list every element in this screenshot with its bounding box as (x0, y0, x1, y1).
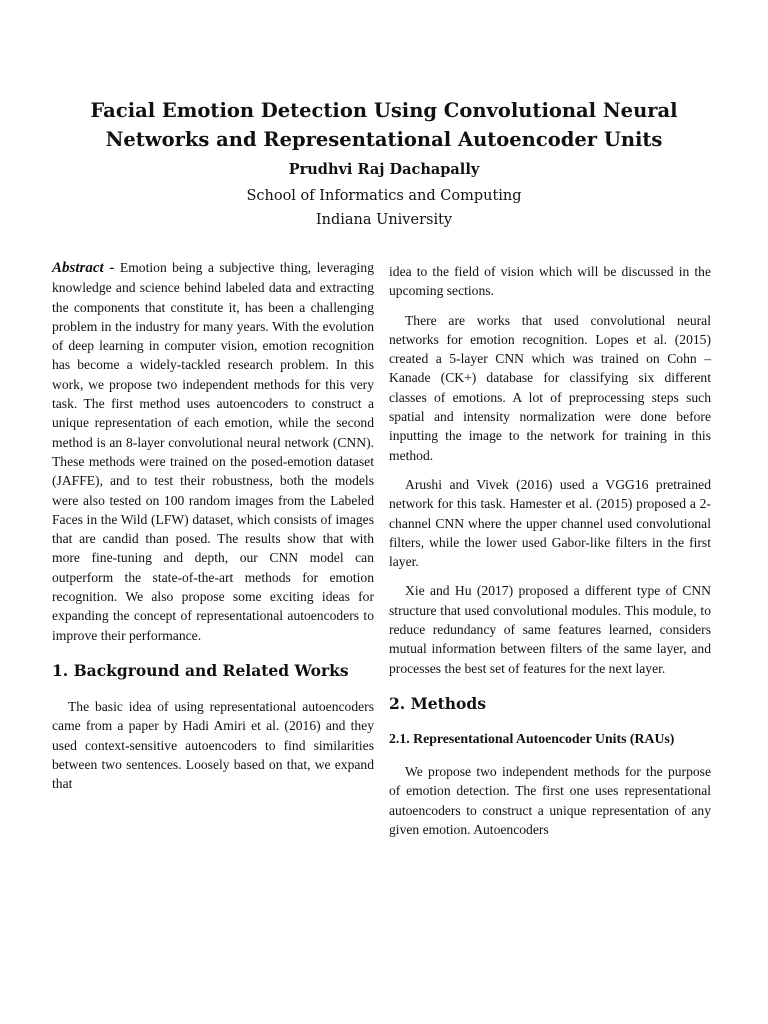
related-work-vgg-paragraph: Arushi and Vivek (2016) used a VGG16 pretrained network for this task. Hamester et al. (2015) proposed a 2-channel CNN where the upper channel used convolutional filters, while the lower used Gabor-like filters in the first layer. (389, 476, 711, 570)
title-line-1: Facial Emotion Detection Using Convolutional Neural (90, 99, 678, 122)
continued-paragraph: idea to the field of vision which will be discussed in the upcoming sections. (389, 264, 711, 299)
section-2-heading: 2. Methods (389, 693, 486, 713)
affiliation-university: Indiana University (315, 212, 453, 228)
title-line-2: Networks and Representational Autoencoder Units (105, 128, 663, 151)
section-1-paragraph: The basic idea of using representational autoencoders came from a paper by Hadi Amiri et al. (2016) and they used context-sensitive autoencoders to find similarities between two sentences. Loosely based on that, we expand that (52, 698, 374, 792)
left-column (52, 258, 374, 793)
section-2-paragraph: We propose two independent methods for the purpose of emotion detection. The first one uses representational autoencoders to construct a unique representation of any given emotion. Autoencoders (389, 763, 711, 837)
related-work-cnn-paragraph: There are works that used convolutional neural networks for emotion recognition. Lopes et al. (2015) created a 5-layer CNN which was trained on Cohn – Kanade (CK+) database for classifying six different classes of emotions. A lot of preprocessing steps such spatial and intensity normalization were done before inputting the image to the network for training in this method. (389, 312, 711, 463)
related-work-modules-paragraph: Xie and Hu (2017) proposed a different type of CNN structure that used convolutional modules. This module, to reduce redundancy of same features learned, considers mutual information between filters of the same layer, and processes the best set of features for the next layer. (389, 583, 711, 676)
section-2-1-heading: 2.1. Representational Autoencoder Units (RAUs) (389, 730, 675, 746)
affiliation-school: School of Informatics and Computing (246, 188, 522, 204)
paper-title (40, 96, 728, 154)
abstract-text: Emotion being a subjective thing, leveraging knowledge and science behind labeled data and extracting the components that constitute it, has been a challenging problem in the industry for many years. With the evolution of deep learning in computer vision, emotion recognition has become a widely-tackled research problem. In this work, we propose two independent methods for this very task. The first method uses autoencoders to construct a unique representation of each emotion, while the second method is an 8-layer convolutional neural network (CNN). These methods were trained on the posed-emotion dataset (JAFFE), and to test their robustness, both the models were also tested on 100 random images from the Labeled Faces in the Wild (LFW) dataset, which consists of images that are candid than posed. The results show that with more fine-tuning and depth, our CNN model can outperform the state-of-the-art methods for emotion recognition. We also propose some exciting ideas for expanding the concept of representational autoencoders to improve their performance. (52, 260, 375, 643)
abstract-paragraph (52, 258, 374, 645)
right-column (389, 262, 711, 839)
section-1-heading: 1. Background and Related Works (52, 660, 349, 680)
author-name: Prudhvi Raj Dachapally (288, 161, 480, 178)
abstract-label: Abstract - (52, 260, 115, 276)
